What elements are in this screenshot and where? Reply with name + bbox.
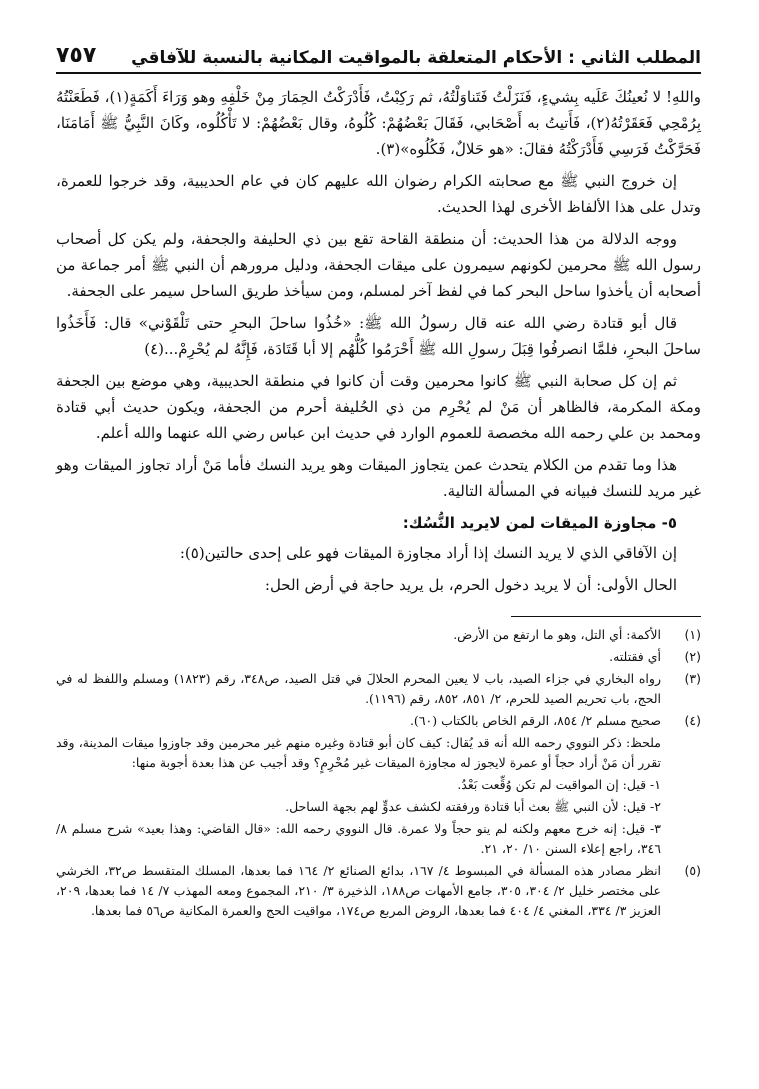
footnote-note-item: ٢- قيل: لأن النبي ﷺ بعث أبا قتادة ورفقته لكشف عدوٍّ لهم بجهة الساحل. [285,799,661,814]
footnote-note: ملحظ: ذكر النووي رحمه الله أنه قد يُقال: كيف كان أبو قتادة وغيره منهم غير محرمين وقد جاوزوا ميقات المدينة، وقد تقرر أن مَنْ أراد حجاً أو عمرة لايجوز له مجاوزة الميقات غير مُحْرِمٍ؟ وقد أجيب عن هذا بعدة أجوبة منها: [56,735,661,770]
footnote-divider [511,616,701,617]
section-heading: ٥- مجاوزة الميقات لمن لايريد النُّسُك: [402,514,677,532]
footnote-text: الأكمة: أي التل، وهو ما ارتفع من الأرض. [453,627,661,642]
footnote-text: صحيح مسلم ٢/ ٨٥٤، الرقم الخاص بالكتاب (٦٠). [409,713,661,728]
footnote-number: (١) [684,627,701,642]
page-number: ٧٥٧ [56,43,97,68]
footnote-number: (٤) [684,713,701,728]
footnote-number: (٣) [684,671,701,686]
footnote-note-item: ١- قيل: إن المواقيت لم تكن وُقِّعت بَعْدُ. [457,777,661,792]
footnote-note-item: ٣- قيل: إنه خرج معهم ولكنه لم ينو حجاً ولا عمرة. قال النووي رحمه الله: «قال القاضي: وهذا بعيد» شرح مسلم ٨/ ٣٤٦، راجع إعلاء السنن ١٠/ ٢٠، ٢١. [56,821,661,856]
paragraph-abu-qatada: قال أبو قتادة رضي الله عنه قال رسولُ الله ﷺ: «خُذُوا ساحلَ البحرِ حتى تَلْقَوْني» قال: فَأَخَذُوا ساحلَ البحرِ، فلمَّا انصرفُوا قِبَلَ رسولِ الله ﷺ أَحْرَمُوا كُلُّهُم إلا أبا قَتَادَة، فَإِنَّهُ لم يُحْرِمْ...(٤) [56,314,701,358]
footnotes [56,625,701,921]
paragraph-evidence: ووجه الدلالة من هذا الحديث: أن منطقة القاحة تقع بين ذي الحليفة والجحفة، ولم يكن كل أصحاب رسول الله ﷺ محرمين لكونهم سيمرون على ميقات الجحفة، ودليل مرورهم أن النبي ﷺ أمر جماعة من أصحابه أن يأخذوا ساحل البحر كما في لفظ آخر لمسلم، ومن سيأخذ طريق الساحل سيمر على الجحفة. [56,230,701,300]
footnote [56,711,701,731]
paragraph-hudaybiyyah: إن خروج النبي ﷺ مع صحابته الكرام رضوان الله عليهم كان في عام الحديبية، وقد خرجوا للعمرة، وتدل على هذا الألفاظ الأخرى لهذا الحديث. [56,172,701,216]
footnote [56,625,701,645]
paragraph-transition: هذا وما تقدم من الكلام يتحدث عمن يتجاوز الميقات وهو يريد النسك فأما مَنْ أراد تجاوز الميقات وهو غير مريد للنسك فبيانه في المسألة التالية. [56,456,701,500]
footnote [56,861,701,921]
footnote-text: رواه البخاري في جزاء الصيد، باب لا يعين المحرم الحلالَ في قتل الصيد، ص٣٤٨، رقم (١٨٢٣) ومسلم واللفظ له في الحج، باب تحريم الصيد للحرم، ٢/ ٨٥١، ٨٥٢، رقم (١١٩٦). [56,671,661,706]
paragraph-first-case: الحال الأولى: أن لا يريد دخول الحرم، بل يريد حاجة في أرض الحل: [264,576,677,594]
footnote-text: أي فقتلته. [609,649,661,664]
page-header [56,40,701,74]
footnote [56,647,701,667]
paragraph-companions: ثم إن كل صحابة النبي ﷺ كانوا محرمين وقت أن كانوا في منطقة الحديبية، وهي موضع بين الجحفة ومكة المكرمة، فالظاهر أن مَنْ لم يُحْرِم من ذي الحُليفة أحرم من الجحفة، ويكون حديث أبي قتادة ومحمد بن علي رحمه الله مخصصة للعموم الوارد في حديث ابن عباس رضي الله عنهما والله أعلم. [56,372,701,442]
paragraph-hadith-continuation: واللهِ! لا نُعينُكَ عَلَيه بِشيءٍ، فَنَزَلْتُ فَتَناوَلْتُهُ، ثم رَكِبْتُ، فَأَدْرَكْتُ الحِمَارَ مِنْ خَلْفِهِ وهو وَرَاءَ أَكَمَةٍ(١)، فَطَعَنْتُهُ بِرُمْحِي فَعَقَرْتُهُ(٢)، فَأَتيتُ به أَصْحَابي، فَقَالَ بَعْضُهُمْ: كُلُوهُ، وقال بَعْضُهُمْ: لا تَأْكُلُوه، وكَانَ النَّبِيُّ ﷺ أَمَامَنَا، فَحَرَّكْتُ فَرَسِي فَأَدْرَكْتُهُ فقالَ: «هو حَلالٌ، فَكُلُوه»(٣). [56,88,701,158]
running-title: المطلب الثاني : الأحكام المتعلقة بالمواقيت المكانية بالنسبة للآفاقي [131,48,701,68]
footnote [56,669,701,709]
footnote-number: (٢) [684,649,701,664]
paragraph-two-cases: إن الآفاقي الذي لا يريد النسك إذا أراد مجاوزة الميقات فهو على إحدى حالتين(٥): [179,544,677,562]
footnote-number: (٥) [684,863,701,878]
footnote-text: انظر مصادر هذه المسألة في المبسوط ٤/ ١٦٧، بدائع الصنائع ٢/ ١٦٤ فما بعدها، المسلك المتقسط ص٣٢، الخرشي على مختصر خليل ٢/ ٣٠٤، ٣٠٥، جامع الأمهات ص١٨٨، الذخيرة ٣/ ٢١٠، المجموع ومعه المهذب ٧/ ١٤ فما بعدها، ٢٠٩، العزيز ٣/ ٣٣٤، المغني ٤/ ٤٠٤ فما بعدها، الروض المربع ص١٧٤، مواقيت الحج والعمرة المكانية ص٥٦ فما بعدها. [56,863,662,918]
main-text [56,84,701,598]
